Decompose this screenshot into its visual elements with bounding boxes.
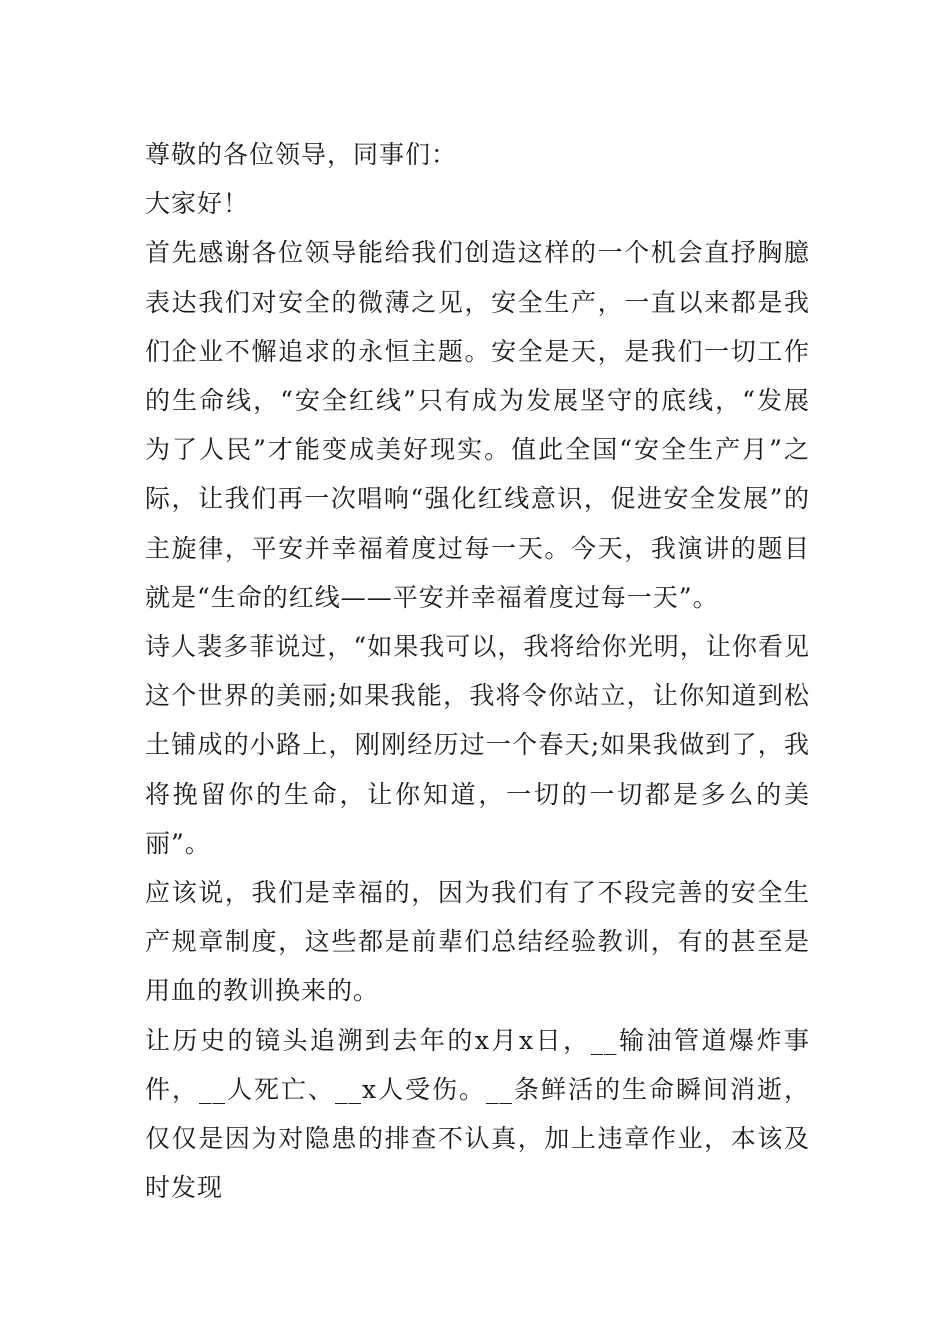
document-body: [145, 130, 810, 1212]
paragraph-poem-quote: 诗人裴多菲说过，“如果我可以，我将给你光明，让你看见这个世界的美丽;如果我能，我将令你站立，让你知道到松土铺成的小路上，刚刚经历过一个春天;如果我做到了，我将挽留你的生命，让你知道，一切的一切都是多么的美丽”。: [145, 632, 810, 858]
paragraph-history: 让历史的镜头追溯到去年的x月x日，__输油管道爆炸事件，__人死亡、__x人受伤。__条鲜活的生命瞬间消逝，仅仅是因为对隐患的排查不认真，加上违章作业，本该及时发现: [145, 1025, 810, 1203]
greeting: 大家好！: [145, 189, 250, 219]
paragraph-intro: 首先感谢各位领导能给我们创造这样的一个机会直抒胸臆表达我们对安全的微薄之见，安全生产，一直以来都是我们企业不懈追求的永恒主题。安全是天，是我们一切工作的生命线，“安全红线”只有成为发展坚守的底线，“发展为了人民”才能变成美好现实。值此全国“安全生产月”之际，让我们再一次唱响“强化红线意识，促进安全发展”的主旋律，平安并幸福着度过每一天。今天，我演讲的题目就是“生命的红线——平安并幸福着度过每一天”。: [145, 238, 810, 612]
paragraph-happiness: 应该说，我们是幸福的，因为我们有了不段完善的安全生产规章制度，这些都是前辈们总结经验教训，有的甚至是用血的教训换来的。: [145, 878, 810, 1006]
salutation: 尊敬的各位领导，同事们：: [145, 140, 458, 169]
